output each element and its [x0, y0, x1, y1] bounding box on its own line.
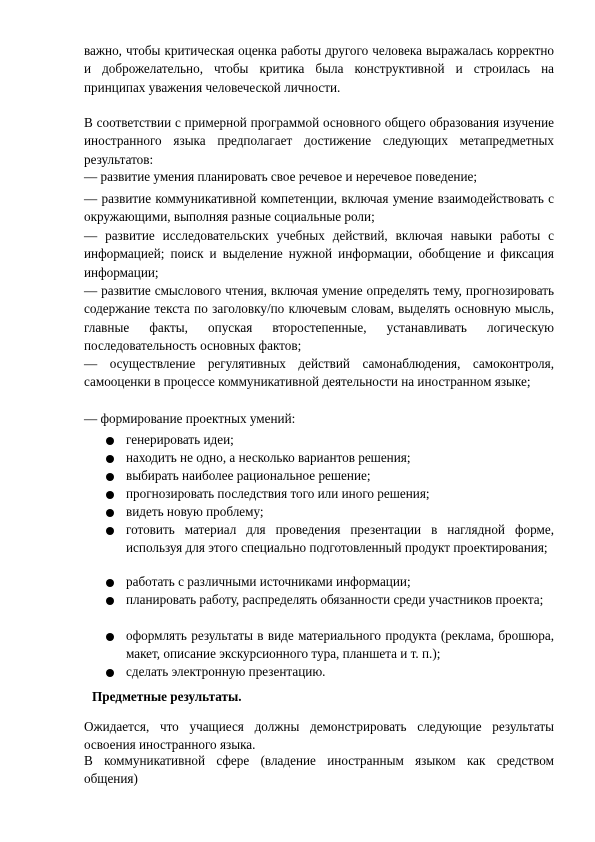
paragraph-research: — развитие исследовательских учебных действий, включая навыки работы с информацией; поиск и выделение нужной информации, обобщение и фиксация информации;	[84, 228, 554, 280]
list-item: работать с различными источниками информации;	[126, 574, 411, 589]
list-item: планировать работу, распределять обязанности среди участников проекта;	[126, 592, 544, 607]
list-item: прогнозировать последствия того или иного решения;	[126, 486, 430, 501]
paragraph-project-skills: — формирование проектных умений:	[84, 411, 296, 426]
list-item: находить не одно, а несколько вариантов решения;	[126, 450, 411, 465]
paragraph-reading: — развитие смыслового чтения, включая умение определять тему, прогнозировать содержание текста по заголовку/по ключевым словам, выделять основную мысль, главные факты, опуская второстепенные, устанавливать логическую последовательность основных фактов;	[84, 283, 554, 353]
paragraph-regulative: — осуществление регулятивных действий самонаблюдения, самоконтроля, самооценки в процессе коммуникативной деятельности на иностранном языке;	[84, 356, 554, 390]
list-item: оформлять результаты в виде материального продукта (реклама, брошюра, макет, описание экскурсионного тура, планшета и т. п.);	[126, 628, 554, 662]
paragraph-critique: важно, чтобы критическая оценка работы другого человека выражалась корректно и доброжелательно, чтобы критика была конструктивной и строилась на принципах уважения человеческой личности.	[84, 43, 554, 95]
paragraph-program: В соответствии с примерной программой основного общего образования изучение иностранного языка предполагает достижение следующих метапредметных результатов:	[84, 115, 554, 167]
bullet-icon	[106, 473, 114, 481]
bullet-icon	[106, 527, 114, 535]
bullet-icon	[106, 491, 114, 499]
list-item: видеть новую проблему;	[126, 504, 264, 519]
bullet-icon	[106, 437, 114, 445]
paragraph-expected-results: Ожидается, что учащиеся должны демонстрировать следующие результаты освоения иностранного языка.	[84, 719, 554, 753]
paragraph-communicative-sphere: В коммуникативной сфере (владение иностранным языком как средством общения)	[84, 753, 554, 787]
bullet-icon	[106, 669, 114, 677]
paragraph-communicative: — развитие коммуникативной компетенции, включая умение взаимодействовать с окружающими, выполняя разные социальные роли;	[84, 191, 554, 225]
list-item: готовить материал для проведения презентации в наглядной форме, используя для этого специально подготовленный продукт проектирования;	[126, 522, 554, 556]
bullet-icon	[106, 579, 114, 587]
bullet-icon	[106, 455, 114, 463]
bullet-icon	[106, 597, 114, 605]
bullet-icon	[106, 509, 114, 517]
paragraph-planning: — развитие умения планировать свое речевое и неречевое поведение;	[84, 169, 478, 184]
section-heading: Предметные результаты.	[92, 689, 242, 704]
bullet-icon	[106, 633, 114, 641]
list-item: выбирать наиболее рациональное решение;	[126, 468, 371, 483]
list-item: генерировать идеи;	[126, 432, 234, 447]
list-item: сделать электронную презентацию.	[126, 664, 326, 679]
